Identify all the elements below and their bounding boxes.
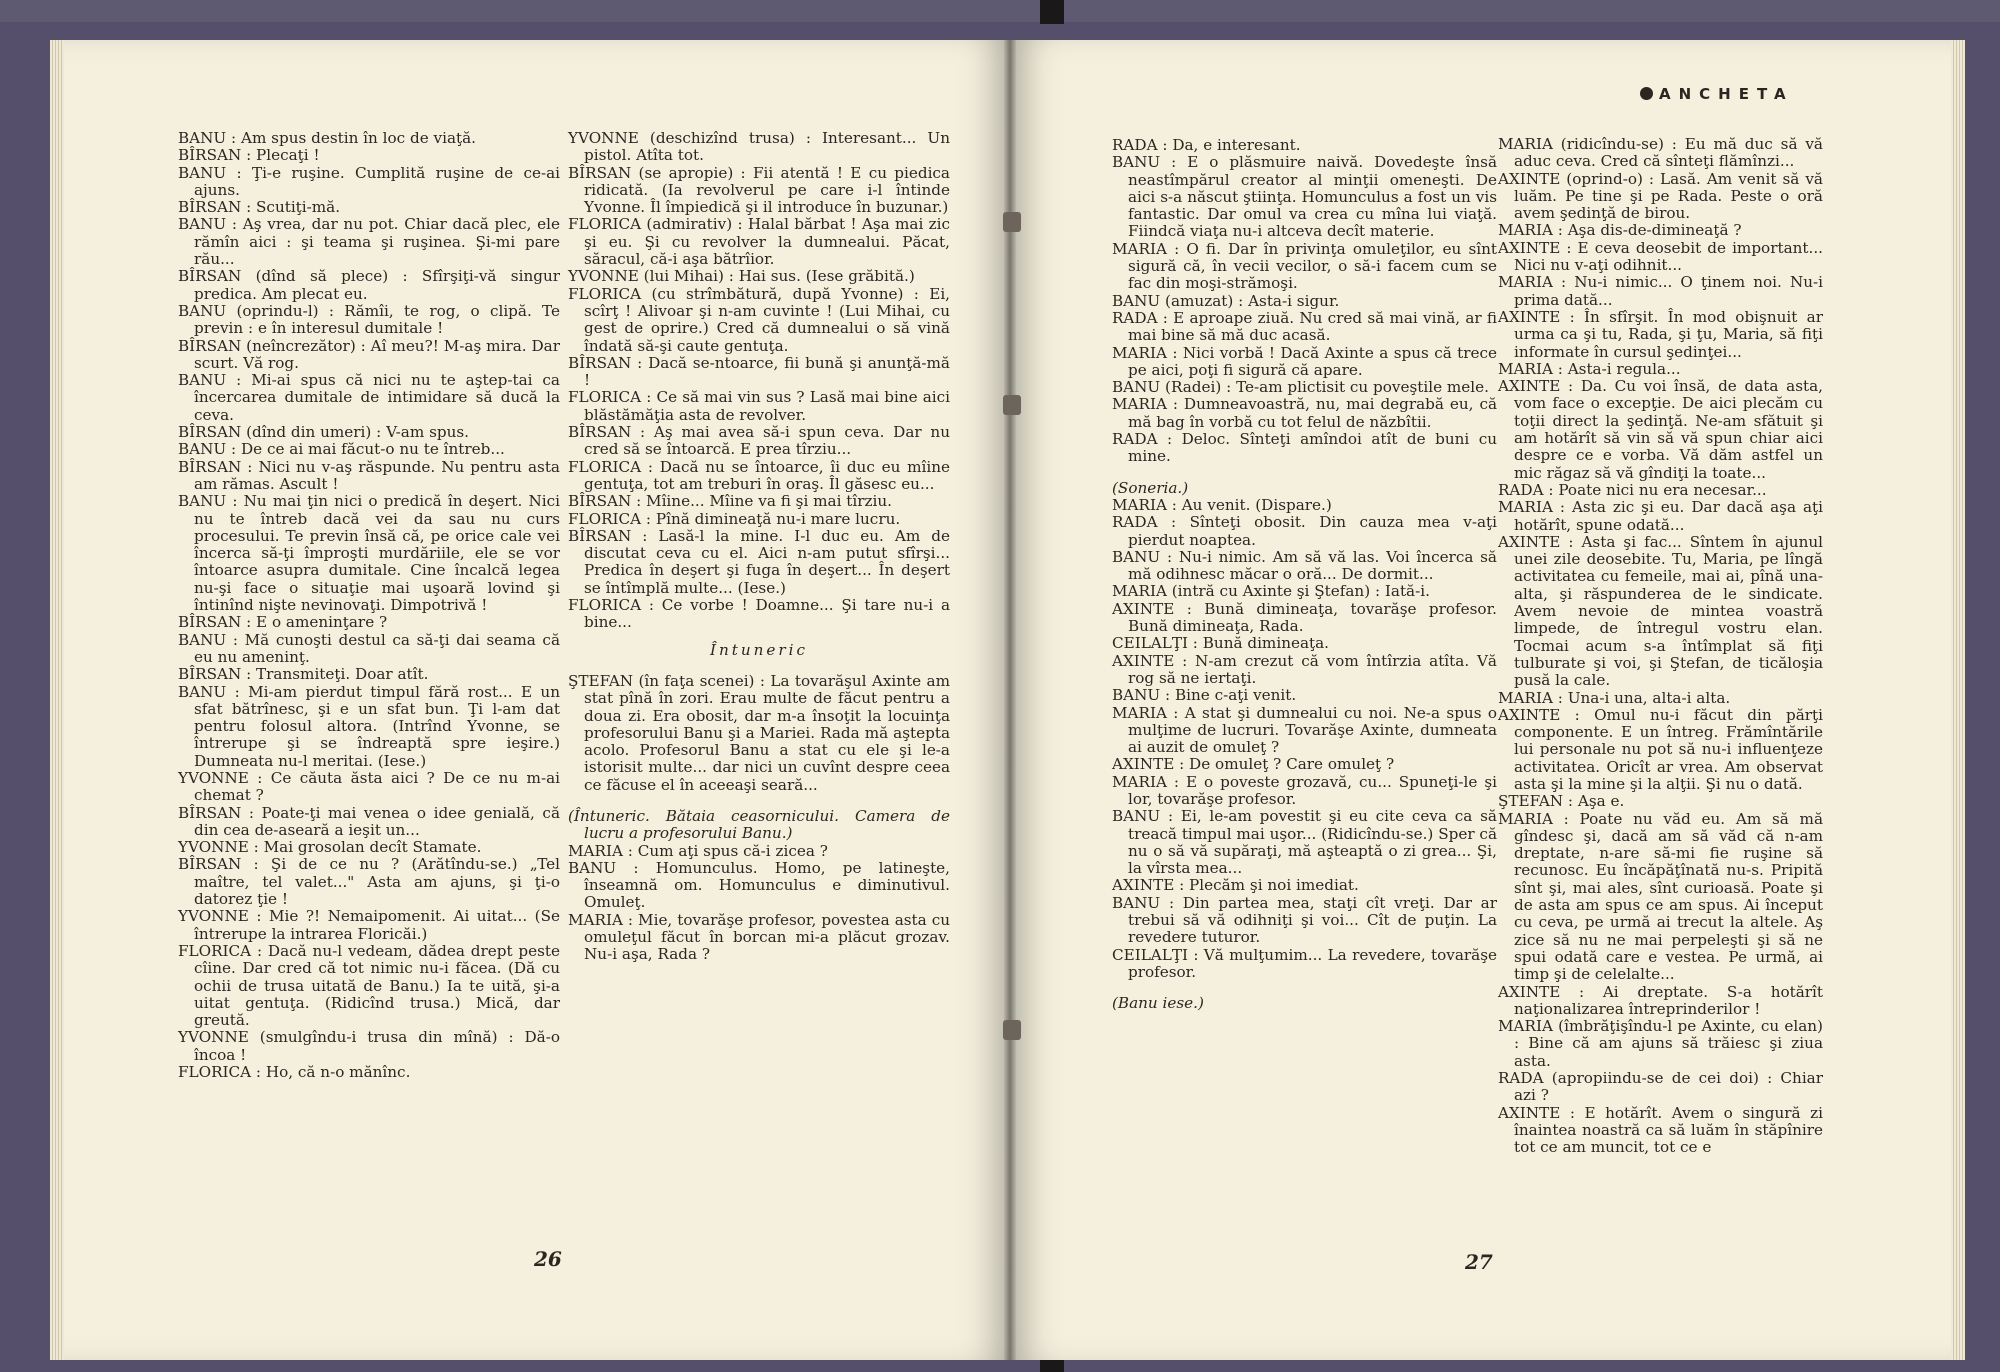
- dialogue-line: AXINTE : De omuleţ ? Care omuleţ ?: [1112, 755, 1395, 774]
- dialogue-line: FLORICA : Pînă dimineaţă nu-i mare lucru.: [568, 509, 901, 528]
- dialogue-line: MARIA : Aşa dis-de-dimineaţă ?: [1498, 221, 1742, 240]
- right-column-2: [1498, 136, 1823, 1157]
- dialogue-line: BANU (oprindu-l) : Rămîi, te rog, o clipă. Te previn : e în interesul dumitale !: [178, 301, 560, 338]
- dialogue-line: FLORICA (cu strîmbătură, după Yvonne) : Ei, scîrţ ! Alivoar şi n-am cuvinte ! (Lui Mihai, cu gest de oprire.) Cred că dumnealui o să vină îndată să-şi caute gentuţa.: [568, 284, 950, 355]
- dialogue-line: MARIA : Mie, tovarăşe profesor, povestea asta cu omuleţul făcut în borcan mi-a plăcut grozav. Nu-i aşa, Rada ?: [568, 910, 950, 964]
- stage-direction: (Soneria.): [1112, 478, 1189, 497]
- dialogue-line: AXINTE : Plecăm şi noi imediat.: [1112, 876, 1359, 895]
- dialogue-line: MARIA (ridicîndu-se) : Eu mă duc să vă aduc ceva. Cred că sînteţi flămînzi...: [1498, 135, 1823, 171]
- dialogue-line: AXINTE : Omul nu-i făcut din părţi componente. E un întreg. Frămîntările lui personale nu pot să nu-i influenţeze activitatea. Oricît ar vrea. Am observat asta şi la mine şi la alţii. Şi nu o dată.: [1498, 705, 1823, 793]
- left-column-2: [568, 130, 950, 964]
- dialogue-line: BANU : Din partea mea, staţi cît vreţi. Dar ar trebui să vă odihniţi şi voi... Cît de puţin. La revedere tuturor.: [1112, 893, 1497, 947]
- book-gutter: [1004, 40, 1016, 1360]
- dialogue-line: BANU : Aş vrea, dar nu pot. Chiar dacă plec, ele rămîn aici : şi teama şi ruşinea. Şi-mi pare rău...: [178, 215, 560, 269]
- dialogue-line: BANU : Mă cunoşti destul ca să-ţi dai seama că eu nu ameninţ.: [178, 630, 560, 666]
- dialogue-line: FLORICA : Dacă nu se întoarce, îi duc eu mîine gentuţa, tot am treburi în oraş. Îl găsesc eu...: [568, 457, 950, 493]
- dialogue-line: AXINTE : E ceva deosebit de important... Nici nu v-aţi odihnit...: [1498, 238, 1823, 275]
- dialogue-line: AXINTE : N-am crezut că vom întîrzia atîta. Vă rog să ne iertaţi.: [1112, 651, 1497, 687]
- dialogue-line: BÎRSAN (dînd să plece) : Sfîrşiţi-vă singur predica. Am plecat eu.: [178, 267, 560, 303]
- dialogue-line: RADA (apropiindu-se de cei doi) : Chiar azi ?: [1498, 1069, 1823, 1105]
- dialogue-line: YVONNE : Mie ?! Nemaipomenit. Ai uitat... (Se întrerupe la intrarea Floricăi.): [178, 907, 560, 943]
- dialogue-line: BANU : Ţi-e ruşine. Cumplită ruşine de ce-ai ajuns.: [178, 163, 560, 199]
- dialogue-line: MARIA : Asta-i regula...: [1498, 359, 1681, 378]
- binding-clip: [1003, 212, 1021, 232]
- dialogue-line: MARIA : O fi. Dar în privinţa omuleţilor, eu sînt sigură că, în vecii vecilor, o să-i facem cum se fac din moşi-strămoşi.: [1112, 239, 1497, 293]
- dialogue-line: MARIA : Asta zic şi eu. Dar dacă aşa aţi hotărît, spune odată...: [1498, 498, 1823, 534]
- dialogue-line: FLORICA : Ho, că n-o mănînc.: [178, 1063, 411, 1082]
- dialogue-line: BANU (amuzat) : Asta-i sigur.: [1112, 291, 1340, 310]
- dialogue-line: AXINTE : Bună dimineaţa, tovarăşe profesor. Bună dimineaţa, Rada.: [1112, 599, 1497, 636]
- dialogue-line: BANU : Nu-i nimic. Am să vă las. Voi încerca să mă odihnesc măcar o oră... De dormit...: [1112, 547, 1497, 584]
- dialogue-line: MARIA : A stat şi dumnealui cu noi. Ne-a spus o mulţime de lucruri. Tovarăşe Axinte, dumneata ai auzit de omuleţ ?: [1112, 703, 1497, 757]
- dialogue-line: MARIA : Poate nu văd eu. Am să mă gîndesc şi, dacă am să văd că n-am dreptate, n-are să-mi fie ruşine să recunosc. Eu încăpăţînată nu-s. Pripită sînt şi, mai ales, sînt curioasă. Poate şi de asta am spus ce am spus. Ai început cu ceva, pe urmă ai trecut la altele. Aş zice să nu ne mai perpeleşti şi să ne spui odată care e vestea. Pe urmă, ai timp şi de celelalte...: [1498, 809, 1823, 984]
- dialogue-line: CEILALŢI : Vă mulţumim... La revedere, tovarăşe profesor.: [1112, 945, 1497, 981]
- dialogue-line: MARIA (îmbrăţişîndu-l pe Axinte, cu elan) : Bine că am ajuns să trăiesc şi ziua asta.: [1498, 1017, 1823, 1070]
- dialogue-line: BANU : E o plăsmuire naivă. Dovedeşte însă neastîmpărul creator al minţii omeneşti. De aici s-a născut ştiinţa. Homunculus a fost un vis fantastic. Dar omul va crea cu mîna lui viaţă. Fiindcă viaţa nu-i altceva decît materie.: [1112, 153, 1497, 241]
- dialogue-line: BÎRSAN : Aş mai avea să-i spun ceva. Dar nu cred să se întoarcă. E prea tîrziu...: [568, 423, 950, 459]
- dialogue-line: BANU : Mi-am pierdut timpul fără rost... E un sfat bătrînesc, şi e un sfat bun. Ţi l-am dat pentru folosul altora. (Intrînd Yvonne, se întrerupe şi se îndreaptă spre ieşire.) Dumneata nu-l meritai. (Iese.): [178, 682, 560, 770]
- dialogue-line: MARIA : Nu-i nimic... O ţinem noi. Nu-i prima dată...: [1498, 273, 1823, 309]
- dialogue-line: BÎRSAN : Poate-ţi mai venea o idee genială, că din cea de-aseară a ieşit un...: [178, 803, 560, 839]
- dialogue-line: ŞTEFAN : Aşa e.: [1498, 792, 1625, 811]
- right-page: [1010, 40, 1965, 1360]
- scene-break: Întuneric: [709, 640, 809, 659]
- dialogue-line: BÎRSAN (se apropie) : Fii atentă ! E cu piedica ridicată. (Ia revolverul pe care i-l întinde Yvonne. Îl împiedică şi il introduce în buzunar.): [568, 163, 950, 217]
- dialogue-line: BANU : Am spus destin în loc de viaţă.: [178, 129, 476, 147]
- dialogue-line: MARIA : Nici vorbă ! Dacă Axinte a spus că trece pe aici, poţi fi sigură că apare.: [1112, 343, 1497, 379]
- dialogue-line: YVONNE (deschizînd trusa) : Interesant... Un pistol. Atîta tot.: [568, 129, 950, 165]
- dialogue-line: BÎRSAN (dînd din umeri) : V-am spus.: [178, 423, 470, 442]
- dialogue-line: RADA : Poate nici nu era necesar...: [1498, 480, 1767, 499]
- stage-direction: (Banu iese.): [1112, 994, 1204, 1013]
- dialogue-line: RADA : E aproape ziuă. Nu cred să mai vină, ar fi mai bine să mă duc acasă.: [1112, 308, 1497, 345]
- dialogue-line: BANU : Ei, le-am povestit şi eu cite ceva ca să treacă timpul mai uşor... (Ridicîndu-se.) Sper că nu o să vă supăraţi, mă aşteaptă o zi grea... Şi, la vîrsta mea...: [1112, 807, 1497, 878]
- dialogue-line: MARIA : Cum aţi spus că-i zicea ?: [568, 841, 828, 860]
- dialogue-line: MARIA (intră cu Axinte şi Ştefan) : Iată-i.: [1112, 582, 1430, 601]
- dialogue-line: AXINTE : În sfîrşit. În mod obişnuit ar urma ca şi tu, Rada, şi ţu, Maria, să fiţi informate în cursul şedinţei...: [1498, 307, 1823, 361]
- dialogue-line: FLORICA : Ce să mai vin sus ? Lasă mai bine aici blăstămăţia asta de revolver.: [568, 388, 950, 424]
- dialogue-line: BÎRSAN : Transmiteţi. Doar atît.: [178, 665, 429, 684]
- dialogue-line: BÎRSAN : E o ameninţare ?: [178, 613, 388, 632]
- dialogue-line: MARIA : E o poveste grozavă, cu... Spuneţi-le şi lor, tovarăşe profesor.: [1112, 772, 1497, 808]
- stage-direction: (Întuneric. Bătaia ceasornicului. Camera de lucru a profesorului Banu.): [568, 806, 950, 843]
- dialogue-line: BANU : Bine c-aţi venit.: [1112, 686, 1297, 705]
- dialogue-line: RADA : Da, e interesant.: [1112, 136, 1301, 154]
- dialogue-line: MARIA : Dumneavoastră, nu, mai degrabă eu, că mă bag în vorbă cu tot felul de năzbîtii.: [1112, 395, 1497, 431]
- dialogue-line: RADA : Deloc. Sînteţi amîndoi atît de buni cu mine.: [1112, 430, 1497, 466]
- dialogue-line: AXINTE : Asta şi fac... Sîntem în ajunul unei zile deosebite. Tu, Maria, pe lîngă activitatea cu femeile, mai ai, pînă una-alta, şi răspunderea de le sindicate. Avem nevoie de mintea voastră limpede, de întregul vostru elan. Tocmai acum s-a întîmplat să fiţi tulburate şi voi, şi Ştefan, de ticăloşia pusă la cale.: [1498, 532, 1823, 690]
- dialogue-line: YVONNE : Ce căuta ăsta aici ? De ce nu m-ai chemat ?: [178, 768, 560, 805]
- dialogue-line: YVONNE (lui Mihai) : Hai sus. (Iese grăbită.): [568, 267, 915, 286]
- left-page: [50, 40, 1010, 1360]
- binding-clip: [1003, 1020, 1021, 1040]
- dialogue-line: ŞTEFAN (în faţa scenei) : La tovarăşul Axinte am stat pînă în zori. Erau multe de făcut pentru a doua zi. Era obosit, dar m-a însoţit la locuinţa profesorului Banu şi a Mariei. Rada mă aştepta acolo. Profesorul Banu a stat cu ele şi le-a istorisit multe... dar nici un cuvînt despre ceea ce făcuse el în aceeaşi seară...: [568, 671, 950, 794]
- section-header: [1640, 85, 1794, 103]
- dialogue-line: MARIA : Au venit. (Dispare.): [1112, 495, 1332, 514]
- dialogue-line: BÎRSAN : Dacă se-ntoarce, fii bună şi anunţă-mă !: [568, 353, 950, 390]
- dialogue-line: MARIA : Una-i una, alta-i alta.: [1498, 688, 1731, 707]
- dialogue-line: BANU : Nu mai ţin nici o predică în deşert. Nici nu te întreb dacă vei da sau nu curs procesului. Te previn însă că, pe orice cale vei încerca să-ţi împroşti murdăriile, ele se vor întoarce asupra dumitale. Cine încalcă legea nu-şi face o situaţie mai uşoară lovind şi întinînd nişte nevinovaţi. Dimpotrivă !: [178, 492, 560, 615]
- dialogue-line: BÎRSAN : Scutiţi-mă.: [178, 198, 341, 217]
- dialogue-line: FLORICA : Dacă nu-l vedeam, dădea drept peste cîine. Dar cred că tot nimic nu-i făcea. (Dă cu ochii de trusa uitată de Banu.) Ia te uită, şi-a uitat gentuţa. (Ridicînd trusa.) Mică, dar greută.: [178, 941, 560, 1030]
- header-title: ANCHETA: [1659, 85, 1794, 103]
- right-column-1: [1112, 137, 1497, 1013]
- page-number-right: 27: [1465, 1250, 1493, 1274]
- binding-top: [1040, 0, 1064, 24]
- dialogue-line: CEILALŢI : Bună dimineaţa.: [1112, 634, 1330, 653]
- dialogue-line: BANU : De ce ai mai făcut-o nu te întreb...: [178, 440, 505, 459]
- left-column-1: [178, 130, 560, 1081]
- dialogue-line: AXINTE : E hotărît. Avem o singură zi înaintea noastră ca să luăm în stăpînire tot ce am muncit, tot ce e: [1498, 1103, 1823, 1157]
- dialogue-line: BANU : Homunculus. Homo, pe latineşte, înseamnă om. Homunculus e diminutivul. Omuleţ.: [568, 858, 950, 912]
- bullet-icon: [1640, 87, 1653, 100]
- page-edge-left: [50, 40, 64, 1360]
- binding-clip: [1003, 395, 1021, 415]
- dialogue-line: BÎRSAN : Şi de ce nu ? (Arătîndu-se.) „Tel maître, tel valet..." Asta am ajuns, şi ţi-o datorez ţie !: [178, 855, 560, 909]
- dialogue-line: BÎRSAN : Mîine... Mîine va fi şi mai tîrziu.: [568, 492, 892, 511]
- dialogue-line: BANU : Mi-ai spus că nici nu te aştep-tai ca încercarea dumitale de intimidare să ducă la ceva.: [178, 371, 560, 424]
- page-edge-right: [1951, 40, 1965, 1360]
- dialogue-line: FLORICA (admirativ) : Halal bărbat ! Aşa mai zic şi eu. Şi cu revolver la dumnealui. Păcat, săracul, că-i aşa bătrîior.: [568, 215, 950, 269]
- dialogue-line: BÎRSAN : Plecaţi !: [178, 146, 320, 165]
- dialogue-line: BÎRSAN : Lasă-l la mine. I-l duc eu. Am de discutat ceva cu el. Aici n-am putut sfîrşi... Predica în deşert şi fuga în deşert... În deşert se întîmplă multe... (Iese.): [568, 526, 950, 597]
- dialogue-line: YVONNE : Mai grosolan decît Stamate.: [178, 838, 482, 857]
- dialogue-line: BÎRSAN : Nici nu v-aş răspunde. Nu pentru asta am rămas. Ascult !: [178, 457, 560, 493]
- dialogue-line: YVONNE (smulgîndu-i trusa din mînă) : Dă-o încoa !: [178, 1028, 560, 1064]
- dialogue-line: BANU (Radei) : Te-am plictisit cu poveştile mele.: [1112, 378, 1489, 397]
- dialogue-line: AXINTE : Ai dreptate. S-a hotărît naţionalizarea întreprinderilor !: [1498, 982, 1823, 1018]
- dialogue-line: BÎRSAN (neîncrezător) : Aî meu?! M-aş mira. Dar scurt. Vă rog.: [178, 336, 560, 372]
- dialogue-line: RADA : Sînteţi obosit. Din cauza mea v-aţi pierdut noaptea.: [1112, 513, 1497, 549]
- dialogue-line: FLORICA : Ce vorbe ! Doamne... Şi tare nu-i a bine...: [568, 596, 950, 632]
- page-number-left: 26: [534, 1247, 562, 1271]
- dialogue-line: AXINTE (oprind-o) : Lasă. Am venit să vă luăm. Pe tine şi pe Rada. Peste o oră avem şedinţă de birou.: [1498, 169, 1823, 223]
- dialogue-line: AXINTE : Da. Cu voi însă, de data asta, vom face o excepţie. De aici plecăm cu toţii direct la şedinţă. Ne-am sfătuit şi am hotărît să vin să vă spun chiar aici despre ce e vorba. Vă dăm astfel un mic răgaz să vă gîndiţi la toate...: [1498, 377, 1823, 482]
